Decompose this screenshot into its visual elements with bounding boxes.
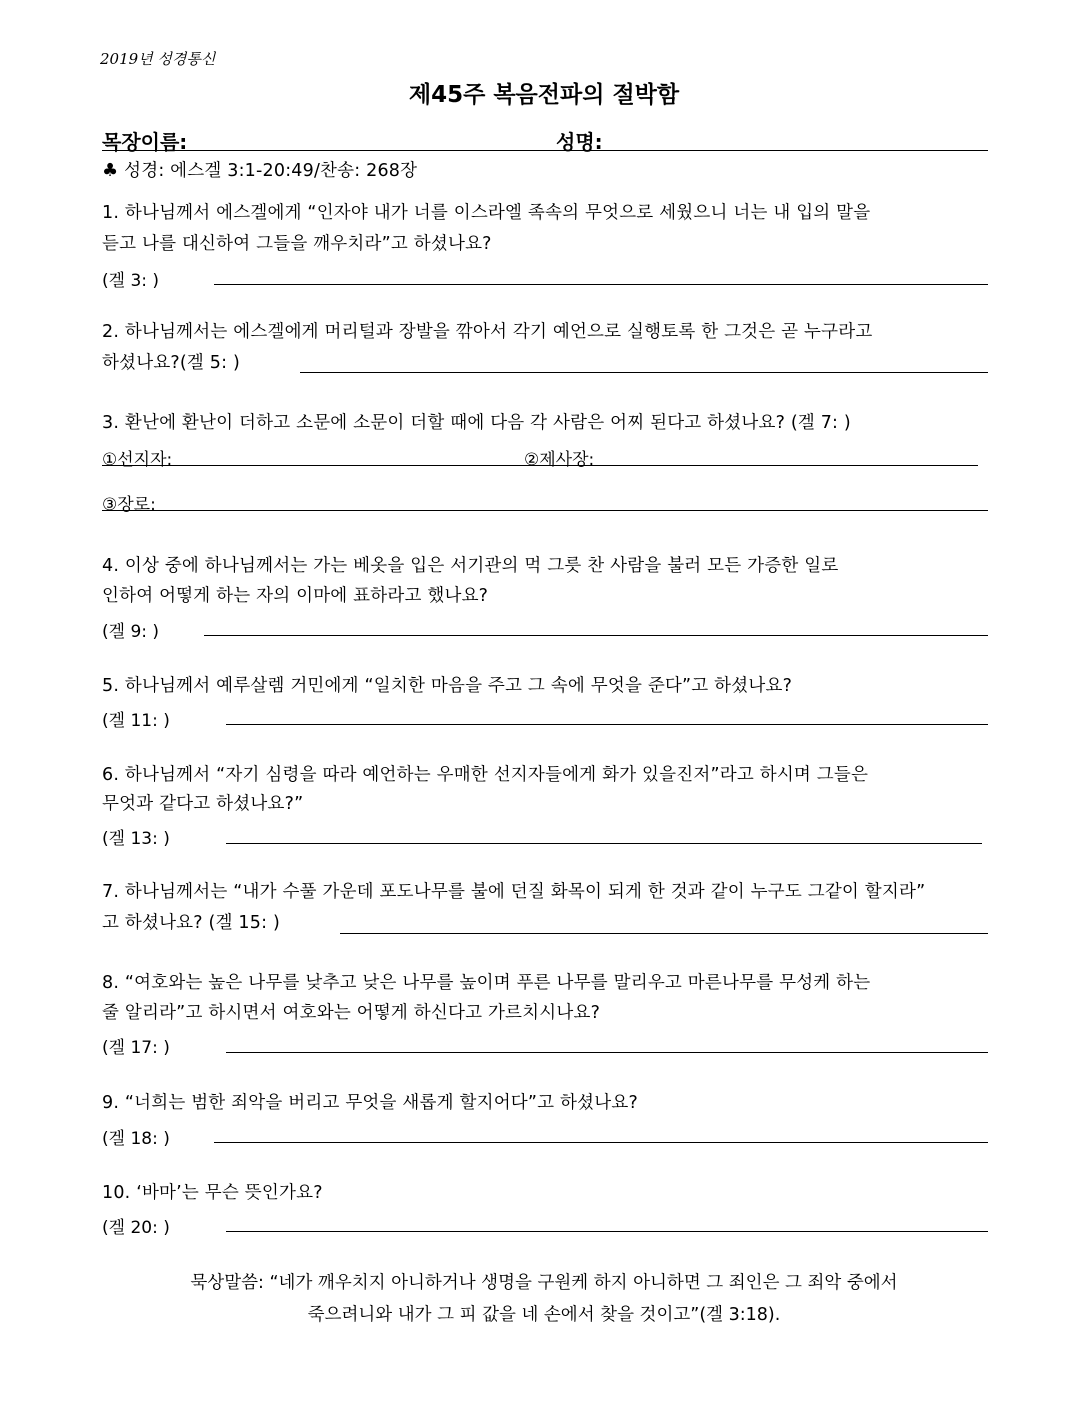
question-3-sub-1: ①선지자: [102,450,173,470]
header-underline [102,150,988,151]
question-4-line-2: 인하여 어떻게 하는 자의 이마에 표하라고 했나요? [102,586,489,606]
meditation-verse-line-1: 묵상말씀: “네가 깨우치지 아니하거나 생명을 구원케 하지 아니하면 그 죄인은 그 죄악 중에서 [190,1273,898,1293]
question-6-line-1: 6. 하나님께서 “자기 심령을 따라 예언하는 우매한 선지자들에게 화가 있을진저”라고 하시며 그들은 [102,765,869,785]
question-3-sub-2: ②제사장: [524,450,595,470]
question-10-answer-line[interactable] [226,1231,988,1232]
scripture-text: 성경: 에스겔 3:1-20:49/찬송: 268장 [124,161,418,181]
question-5-ref: (겔 11: ) [102,711,170,731]
question-3-answer-line-2[interactable] [102,510,988,511]
question-6-ref: (겔 13: ) [102,829,170,849]
question-9-line-1: 9. “너희는 범한 죄악을 버리고 무엇을 새롭게 할지어다”고 하셨나요? [102,1093,638,1113]
question-3-sub-3: ③장로: [102,495,156,515]
question-4-line-1: 4. 이상 중에 하나님께서는 가는 베옷을 입은 서기관의 먹 그릇 찬 사람을 불러 모든 가증한 일로 [102,556,839,576]
question-6-answer-line[interactable] [226,843,982,844]
question-6-line-2: 무엇과 같다고 하셨나요?” [102,794,304,814]
club-icon: ♣ [102,160,119,181]
question-10-ref: (겔 20: ) [102,1218,170,1238]
question-8-line-2: 줄 알리라”고 하시면서 여호와는 어떻게 하신다고 가르치시나요? [102,1003,601,1023]
page-title: 제45주 복음전파의 절박함 [408,82,680,108]
question-7-answer-line[interactable] [340,933,988,934]
question-2-line-2: 하셨나요?(겔 5: ) [102,353,241,373]
question-2-line-1: 2. 하나님께서는 에스겔에게 머리털과 장발을 깎아서 각기 예언으로 실행토록 한 그것은 곧 누구라고 [102,322,873,342]
scripture-line [102,159,417,183]
question-9-answer-line[interactable] [214,1142,988,1143]
header-note: 2019년 성경통신 [100,50,216,68]
question-4-answer-line[interactable] [204,635,988,636]
question-1-ref: (겔 3: ) [102,271,160,291]
question-4-ref: (겔 9: ) [102,622,160,642]
question-8-ref: (겔 17: ) [102,1038,170,1058]
question-8-answer-line[interactable] [226,1052,988,1053]
question-2-answer-line[interactable] [300,372,988,373]
group-name-label: 목장이름: [102,130,188,154]
question-9-ref: (겔 18: ) [102,1129,170,1149]
question-1-line-2: 듣고 나를 대신하여 그들을 깨우치라”고 하셨나요? [102,234,492,254]
question-7-line-2: 고 하셨나요? (겔 15: ) [102,913,280,933]
person-name-label: 성명: [556,130,603,154]
question-5-answer-line[interactable] [226,724,988,725]
meditation-verse-line-2: 죽으려니와 내가 그 피 값을 네 손에서 찾을 것이고”(겔 3:18). [307,1305,781,1325]
question-3-line-1: 3. 환난에 환난이 더하고 소문에 소문이 더할 때에 다음 각 사람은 어찌 된다고 하셨나요? (겔 7: ) [102,413,851,433]
question-1-line-1: 1. 하나님께서 에스겔에게 “인자야 내가 너를 이스라엘 족속의 무엇으로 세웠으니 너는 내 입의 말을 [102,203,871,223]
question-10-line-1: 10. ‘바마’는 무슨 뜻인가요? [102,1183,323,1203]
question-1-answer-line[interactable] [214,284,988,285]
question-5-line-1: 5. 하나님께서 예루살렘 거민에게 “일치한 마음을 주고 그 속에 무엇을 준다”고 하셨나요? [102,676,793,696]
question-8-line-1: 8. “여호와는 높은 나무를 낮추고 낮은 나무를 높이며 푸른 나무를 말리우고 마른나무를 무성케 하는 [102,973,871,993]
question-7-line-1: 7. 하나님께서는 “내가 수풀 가운데 포도나무를 불에 던질 화목이 되게 한 것과 같이 누구도 그같이 할지라” [102,882,926,902]
